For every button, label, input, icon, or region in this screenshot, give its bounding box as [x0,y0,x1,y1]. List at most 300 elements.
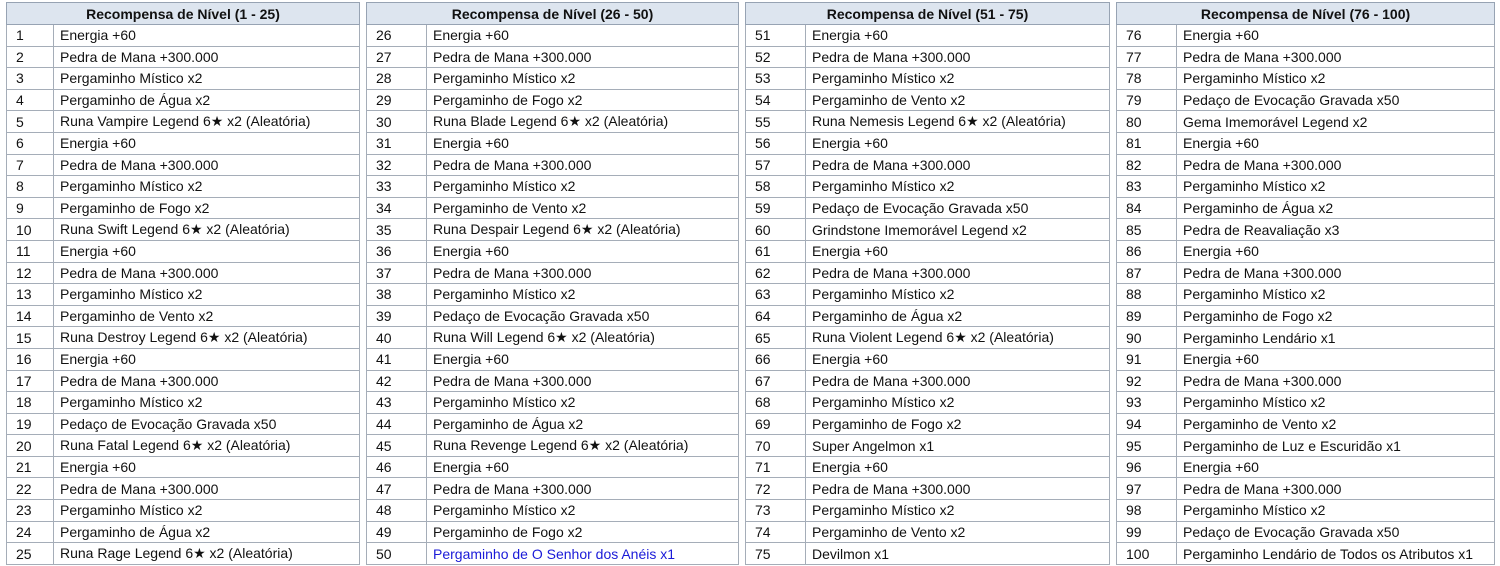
table-row [367,154,739,176]
table-row [367,262,739,284]
reward-cell: Gema Imemorável Legend x2 [1177,111,1495,133]
level-cell: 31 [367,132,427,154]
reward-cell: Energia +60 [427,240,739,262]
reward-cell: Runa Despair Legend 6★ x2 (Aleatória) [427,219,739,241]
table-row [367,435,739,457]
level-cell: 10 [7,219,54,241]
level-cell: 49 [367,521,427,543]
level-cell: 25 [7,543,54,565]
table-row [7,543,360,565]
level-cell: 65 [746,327,806,349]
table-row [367,543,739,565]
level-cell: 96 [1117,456,1177,478]
reward-cell: Pergaminho Místico x2 [806,392,1110,414]
level-cell: 87 [1117,262,1177,284]
table-row [7,413,360,435]
level-cell: 45 [367,435,427,457]
level-cell: 5 [7,111,54,133]
reward-cell: Energia +60 [806,240,1110,262]
level-cell: 41 [367,348,427,370]
reward-cell: Pergaminho Místico x2 [1177,392,1495,414]
table-row [746,348,1110,370]
table-row [746,435,1110,457]
reward-cell: Devilmon x1 [806,543,1110,565]
level-cell: 100 [1117,543,1177,565]
table-row [1117,435,1495,457]
reward-cell: Pedaço de Evocação Gravada x50 [1177,89,1495,111]
reward-cell: Runa Violent Legend 6★ x2 (Aleatória) [806,327,1110,349]
level-cell: 54 [746,89,806,111]
table-row [7,456,360,478]
level-cell: 97 [1117,478,1177,500]
level-cell: 34 [367,197,427,219]
table-row [746,521,1110,543]
level-cell: 62 [746,262,806,284]
reward-cell: Energia +60 [1177,132,1495,154]
reward-cell: Energia +60 [54,240,360,262]
reward-cell: Energia +60 [427,25,739,47]
level-cell: 23 [7,500,54,522]
reward-cell: Energia +60 [1177,348,1495,370]
table-row [7,478,360,500]
level-cell: 18 [7,392,54,414]
table-row [367,327,739,349]
table-row [746,262,1110,284]
table-row [1117,219,1495,241]
level-cell: 85 [1117,219,1177,241]
table-row [7,219,360,241]
reward-cell: Runa Swift Legend 6★ x2 (Aleatória) [54,219,360,241]
table-row [1117,521,1495,543]
table-row [7,435,360,457]
table-row [1117,68,1495,90]
level-cell: 89 [1117,305,1177,327]
level-cell: 82 [1117,154,1177,176]
table-title: Recompensa de Nível (51 - 75) [746,3,1110,25]
reward-cell: Pergaminho Místico x2 [427,176,739,198]
level-cell: 15 [7,327,54,349]
table-row [367,348,739,370]
reward-cell: Energia +60 [54,348,360,370]
level-cell: 72 [746,478,806,500]
reward-cell: Pedaço de Evocação Gravada x50 [427,305,739,327]
table-row [367,89,739,111]
level-cell: 64 [746,305,806,327]
level-cell: 66 [746,348,806,370]
level-cell: 91 [1117,348,1177,370]
table-row [1117,305,1495,327]
reward-cell: Pedra de Mana +300.000 [1177,262,1495,284]
reward-cell: Energia +60 [427,456,739,478]
table-row [1117,25,1495,47]
table-row [367,305,739,327]
level-cell: 48 [367,500,427,522]
table-row [746,176,1110,198]
level-cell: 61 [746,240,806,262]
level-cell: 60 [746,219,806,241]
reward-table-1 [6,2,360,565]
table-row [7,25,360,47]
table-row [1117,284,1495,306]
level-cell: 52 [746,46,806,68]
reward-cell: Runa Destroy Legend 6★ x2 (Aleatória) [54,327,360,349]
level-cell: 76 [1117,25,1177,47]
level-cell: 79 [1117,89,1177,111]
table-row [367,219,739,241]
table-row [367,478,739,500]
level-cell: 70 [746,435,806,457]
reward-cell: Pergaminho Místico x2 [427,392,739,414]
reward-cell: Pergaminho de Água x2 [54,521,360,543]
level-cell: 99 [1117,521,1177,543]
level-cell: 98 [1117,500,1177,522]
reward-cell: Pergaminho Místico x2 [427,68,739,90]
table-row [746,240,1110,262]
reward-cell: Pedra de Mana +300.000 [427,262,739,284]
level-cell: 42 [367,370,427,392]
level-cell: 36 [367,240,427,262]
table-row [1117,111,1495,133]
table-row [1117,348,1495,370]
table-row [746,370,1110,392]
table-row [7,521,360,543]
reward-cell: Pergaminho Místico x2 [54,392,360,414]
level-cell: 67 [746,370,806,392]
reward-cell: Runa Will Legend 6★ x2 (Aleatória) [427,327,739,349]
reward-cell: Pedaço de Evocação Gravada x50 [1177,521,1495,543]
reward-cell: Pedra de Mana +300.000 [806,478,1110,500]
level-cell: 2 [7,46,54,68]
reward-cell: Pergaminho Místico x2 [806,68,1110,90]
level-cell: 50 [367,543,427,565]
reward-cell: Pergaminho Místico x2 [427,500,739,522]
level-cell: 53 [746,68,806,90]
table-title: Recompensa de Nível (1 - 25) [7,3,360,25]
level-cell: 57 [746,154,806,176]
reward-link[interactable]: Pergaminho de O Senhor dos Anéis x1 [427,543,739,565]
level-cell: 46 [367,456,427,478]
reward-cell: Pergaminho Místico x2 [1177,68,1495,90]
reward-cell: Energia +60 [54,25,360,47]
reward-cell: Energia +60 [54,132,360,154]
level-cell: 59 [746,197,806,219]
table-row [367,68,739,90]
reward-cell: Pergaminho Místico x2 [806,176,1110,198]
reward-cell: Pedra de Mana +300.000 [427,46,739,68]
table-row [1117,327,1495,349]
reward-cell: Pergaminho de Vento x2 [427,197,739,219]
table-row [7,176,360,198]
reward-cell: Pedra de Mana +300.000 [54,154,360,176]
reward-cell: Pergaminho de Fogo x2 [806,413,1110,435]
level-cell: 24 [7,521,54,543]
level-cell: 58 [746,176,806,198]
reward-cell: Pergaminho de Fogo x2 [427,89,739,111]
reward-cell: Pergaminho de Vento x2 [54,305,360,327]
reward-cell: Energia +60 [54,456,360,478]
reward-cell: Runa Vampire Legend 6★ x2 (Aleatória) [54,111,360,133]
table-row [746,132,1110,154]
level-cell: 90 [1117,327,1177,349]
reward-cell: Pedra de Mana +300.000 [427,478,739,500]
level-cell: 88 [1117,284,1177,306]
level-cell: 20 [7,435,54,457]
reward-cell: Energia +60 [1177,25,1495,47]
table-row [1117,197,1495,219]
level-cell: 33 [367,176,427,198]
level-cell: 11 [7,240,54,262]
level-cell: 39 [367,305,427,327]
level-cell: 69 [746,413,806,435]
level-cell: 74 [746,521,806,543]
table-row [7,284,360,306]
level-cell: 28 [367,68,427,90]
level-cell: 1 [7,25,54,47]
level-cell: 63 [746,284,806,306]
table-row [1117,176,1495,198]
reward-cell: Runa Revenge Legend 6★ x2 (Aleatória) [427,435,739,457]
level-cell: 26 [367,25,427,47]
table-row [367,197,739,219]
table-row [746,68,1110,90]
table-row [1117,89,1495,111]
reward-table-3 [745,2,1110,565]
level-cell: 9 [7,197,54,219]
table-row [746,413,1110,435]
reward-cell: Energia +60 [806,456,1110,478]
reward-cell: Energia +60 [427,348,739,370]
reward-cell: Pedra de Mana +300.000 [1177,46,1495,68]
reward-cell: Runa Rage Legend 6★ x2 (Aleatória) [54,543,360,565]
reward-cell: Pergaminho de Vento x2 [806,89,1110,111]
level-cell: 30 [367,111,427,133]
level-cell: 43 [367,392,427,414]
table-row [1117,154,1495,176]
reward-cell: Pergaminho Místico x2 [54,500,360,522]
table-row [367,240,739,262]
level-cell: 44 [367,413,427,435]
reward-cell: Pergaminho Místico x2 [427,284,739,306]
level-cell: 3 [7,68,54,90]
table-row [7,197,360,219]
table-row [746,392,1110,414]
table-row [7,240,360,262]
level-cell: 56 [746,132,806,154]
reward-cell: Pergaminho de Água x2 [427,413,739,435]
level-cell: 13 [7,284,54,306]
table-row [7,154,360,176]
table-row [7,111,360,133]
reward-cell: Pedra de Mana +300.000 [1177,370,1495,392]
table-row [367,521,739,543]
table-row [7,132,360,154]
reward-cell: Pedra de Mana +300.000 [54,478,360,500]
reward-cell: Energia +60 [806,25,1110,47]
level-cell: 6 [7,132,54,154]
table-row [1117,500,1495,522]
table-row [367,413,739,435]
level-cell: 22 [7,478,54,500]
level-cell: 80 [1117,111,1177,133]
reward-cell: Energia +60 [806,132,1110,154]
reward-cell: Energia +60 [1177,456,1495,478]
level-cell: 77 [1117,46,1177,68]
table-row [7,305,360,327]
table-row [746,46,1110,68]
reward-cell: Pedra de Reavaliação x3 [1177,219,1495,241]
level-cell: 12 [7,262,54,284]
reward-cell: Super Angelmon x1 [806,435,1110,457]
reward-cell: Energia +60 [806,348,1110,370]
table-row [367,392,739,414]
reward-cell: Pergaminho de Luz e Escuridão x1 [1177,435,1495,457]
table-row [746,478,1110,500]
level-cell: 55 [746,111,806,133]
reward-cell: Energia +60 [427,132,739,154]
table-row [7,500,360,522]
level-cell: 17 [7,370,54,392]
table-row [746,305,1110,327]
reward-cell: Pergaminho Místico x2 [806,500,1110,522]
reward-cell: Pedra de Mana +300.000 [806,46,1110,68]
level-cell: 84 [1117,197,1177,219]
table-row [746,500,1110,522]
reward-cell: Pedra de Mana +300.000 [806,154,1110,176]
reward-cell: Runa Blade Legend 6★ x2 (Aleatória) [427,111,739,133]
level-cell: 73 [746,500,806,522]
table-row [1117,413,1495,435]
table-row [7,46,360,68]
reward-cell: Pedaço de Evocação Gravada x50 [54,413,360,435]
table-row [746,327,1110,349]
level-cell: 83 [1117,176,1177,198]
table-row [7,89,360,111]
reward-cell: Pergaminho Místico x2 [1177,176,1495,198]
table-row [1117,392,1495,414]
reward-cell: Pergaminho Místico x2 [1177,284,1495,306]
reward-cell: Pergaminho Místico x2 [1177,500,1495,522]
level-cell: 7 [7,154,54,176]
level-cell: 75 [746,543,806,565]
reward-cell: Pergaminho Lendário x1 [1177,327,1495,349]
reward-cell: Pedra de Mana +300.000 [54,370,360,392]
reward-cell: Pergaminho de Água x2 [1177,197,1495,219]
table-row [746,219,1110,241]
table-row [367,284,739,306]
reward-table-2 [366,2,739,565]
level-cell: 27 [367,46,427,68]
level-cell: 19 [7,413,54,435]
reward-cell: Grindstone Imemorável Legend x2 [806,219,1110,241]
reward-cell: Pergaminho de Água x2 [806,305,1110,327]
level-cell: 21 [7,456,54,478]
level-cell: 47 [367,478,427,500]
table-row [1117,262,1495,284]
reward-cell: Pergaminho Místico x2 [54,68,360,90]
reward-cell: Pergaminho de Água x2 [54,89,360,111]
reward-cell: Pergaminho de Fogo x2 [1177,305,1495,327]
table-row [1117,132,1495,154]
reward-cell: Pergaminho Lendário de Todos os Atributos x1 [1177,543,1495,565]
reward-cell: Energia +60 [1177,240,1495,262]
reward-cell: Runa Nemesis Legend 6★ x2 (Aleatória) [806,111,1110,133]
level-cell: 16 [7,348,54,370]
table-row [367,456,739,478]
table-row [746,89,1110,111]
level-cell: 71 [746,456,806,478]
level-cell: 32 [367,154,427,176]
reward-cell: Pergaminho de Vento x2 [806,521,1110,543]
table-row [1117,46,1495,68]
table-row [746,154,1110,176]
table-row [367,46,739,68]
reward-cell: Pedaço de Evocação Gravada x50 [806,197,1110,219]
reward-cell: Pergaminho Místico x2 [806,284,1110,306]
reward-cell: Pergaminho de Vento x2 [1177,413,1495,435]
level-cell: 51 [746,25,806,47]
table-row [1117,370,1495,392]
reward-cell: Pergaminho de Fogo x2 [427,521,739,543]
reward-cell: Runa Fatal Legend 6★ x2 (Aleatória) [54,435,360,457]
level-cell: 92 [1117,370,1177,392]
table-row [7,392,360,414]
table-row [746,456,1110,478]
level-cell: 4 [7,89,54,111]
table-row [367,500,739,522]
table-row [1117,456,1495,478]
reward-cell: Pergaminho Místico x2 [54,176,360,198]
level-cell: 81 [1117,132,1177,154]
reward-table-4 [1116,2,1495,565]
table-row [746,543,1110,565]
reward-cell: Pedra de Mana +300.000 [806,370,1110,392]
table-row [7,348,360,370]
level-cell: 35 [367,219,427,241]
level-cell: 95 [1117,435,1177,457]
reward-cell: Pedra de Mana +300.000 [806,262,1110,284]
level-cell: 86 [1117,240,1177,262]
table-row [367,25,739,47]
table-row [746,197,1110,219]
table-row [746,25,1110,47]
table-row [367,132,739,154]
table-row [367,370,739,392]
level-cell: 93 [1117,392,1177,414]
level-cell: 29 [367,89,427,111]
table-row [7,262,360,284]
level-cell: 40 [367,327,427,349]
level-cell: 94 [1117,413,1177,435]
table-row [7,68,360,90]
table-row [1117,240,1495,262]
reward-cell: Pergaminho de Fogo x2 [54,197,360,219]
table-title: Recompensa de Nível (76 - 100) [1117,3,1495,25]
table-row [746,284,1110,306]
level-cell: 14 [7,305,54,327]
reward-cell: Pedra de Mana +300.000 [427,154,739,176]
reward-cell: Pedra de Mana +300.000 [54,262,360,284]
level-cell: 38 [367,284,427,306]
table-row [1117,478,1495,500]
reward-cell: Pedra de Mana +300.000 [427,370,739,392]
reward-cell: Pergaminho Místico x2 [54,284,360,306]
reward-cell: Pedra de Mana +300.000 [1177,154,1495,176]
level-cell: 78 [1117,68,1177,90]
level-cell: 68 [746,392,806,414]
table-row [746,111,1110,133]
level-cell: 8 [7,176,54,198]
table-row [367,111,739,133]
